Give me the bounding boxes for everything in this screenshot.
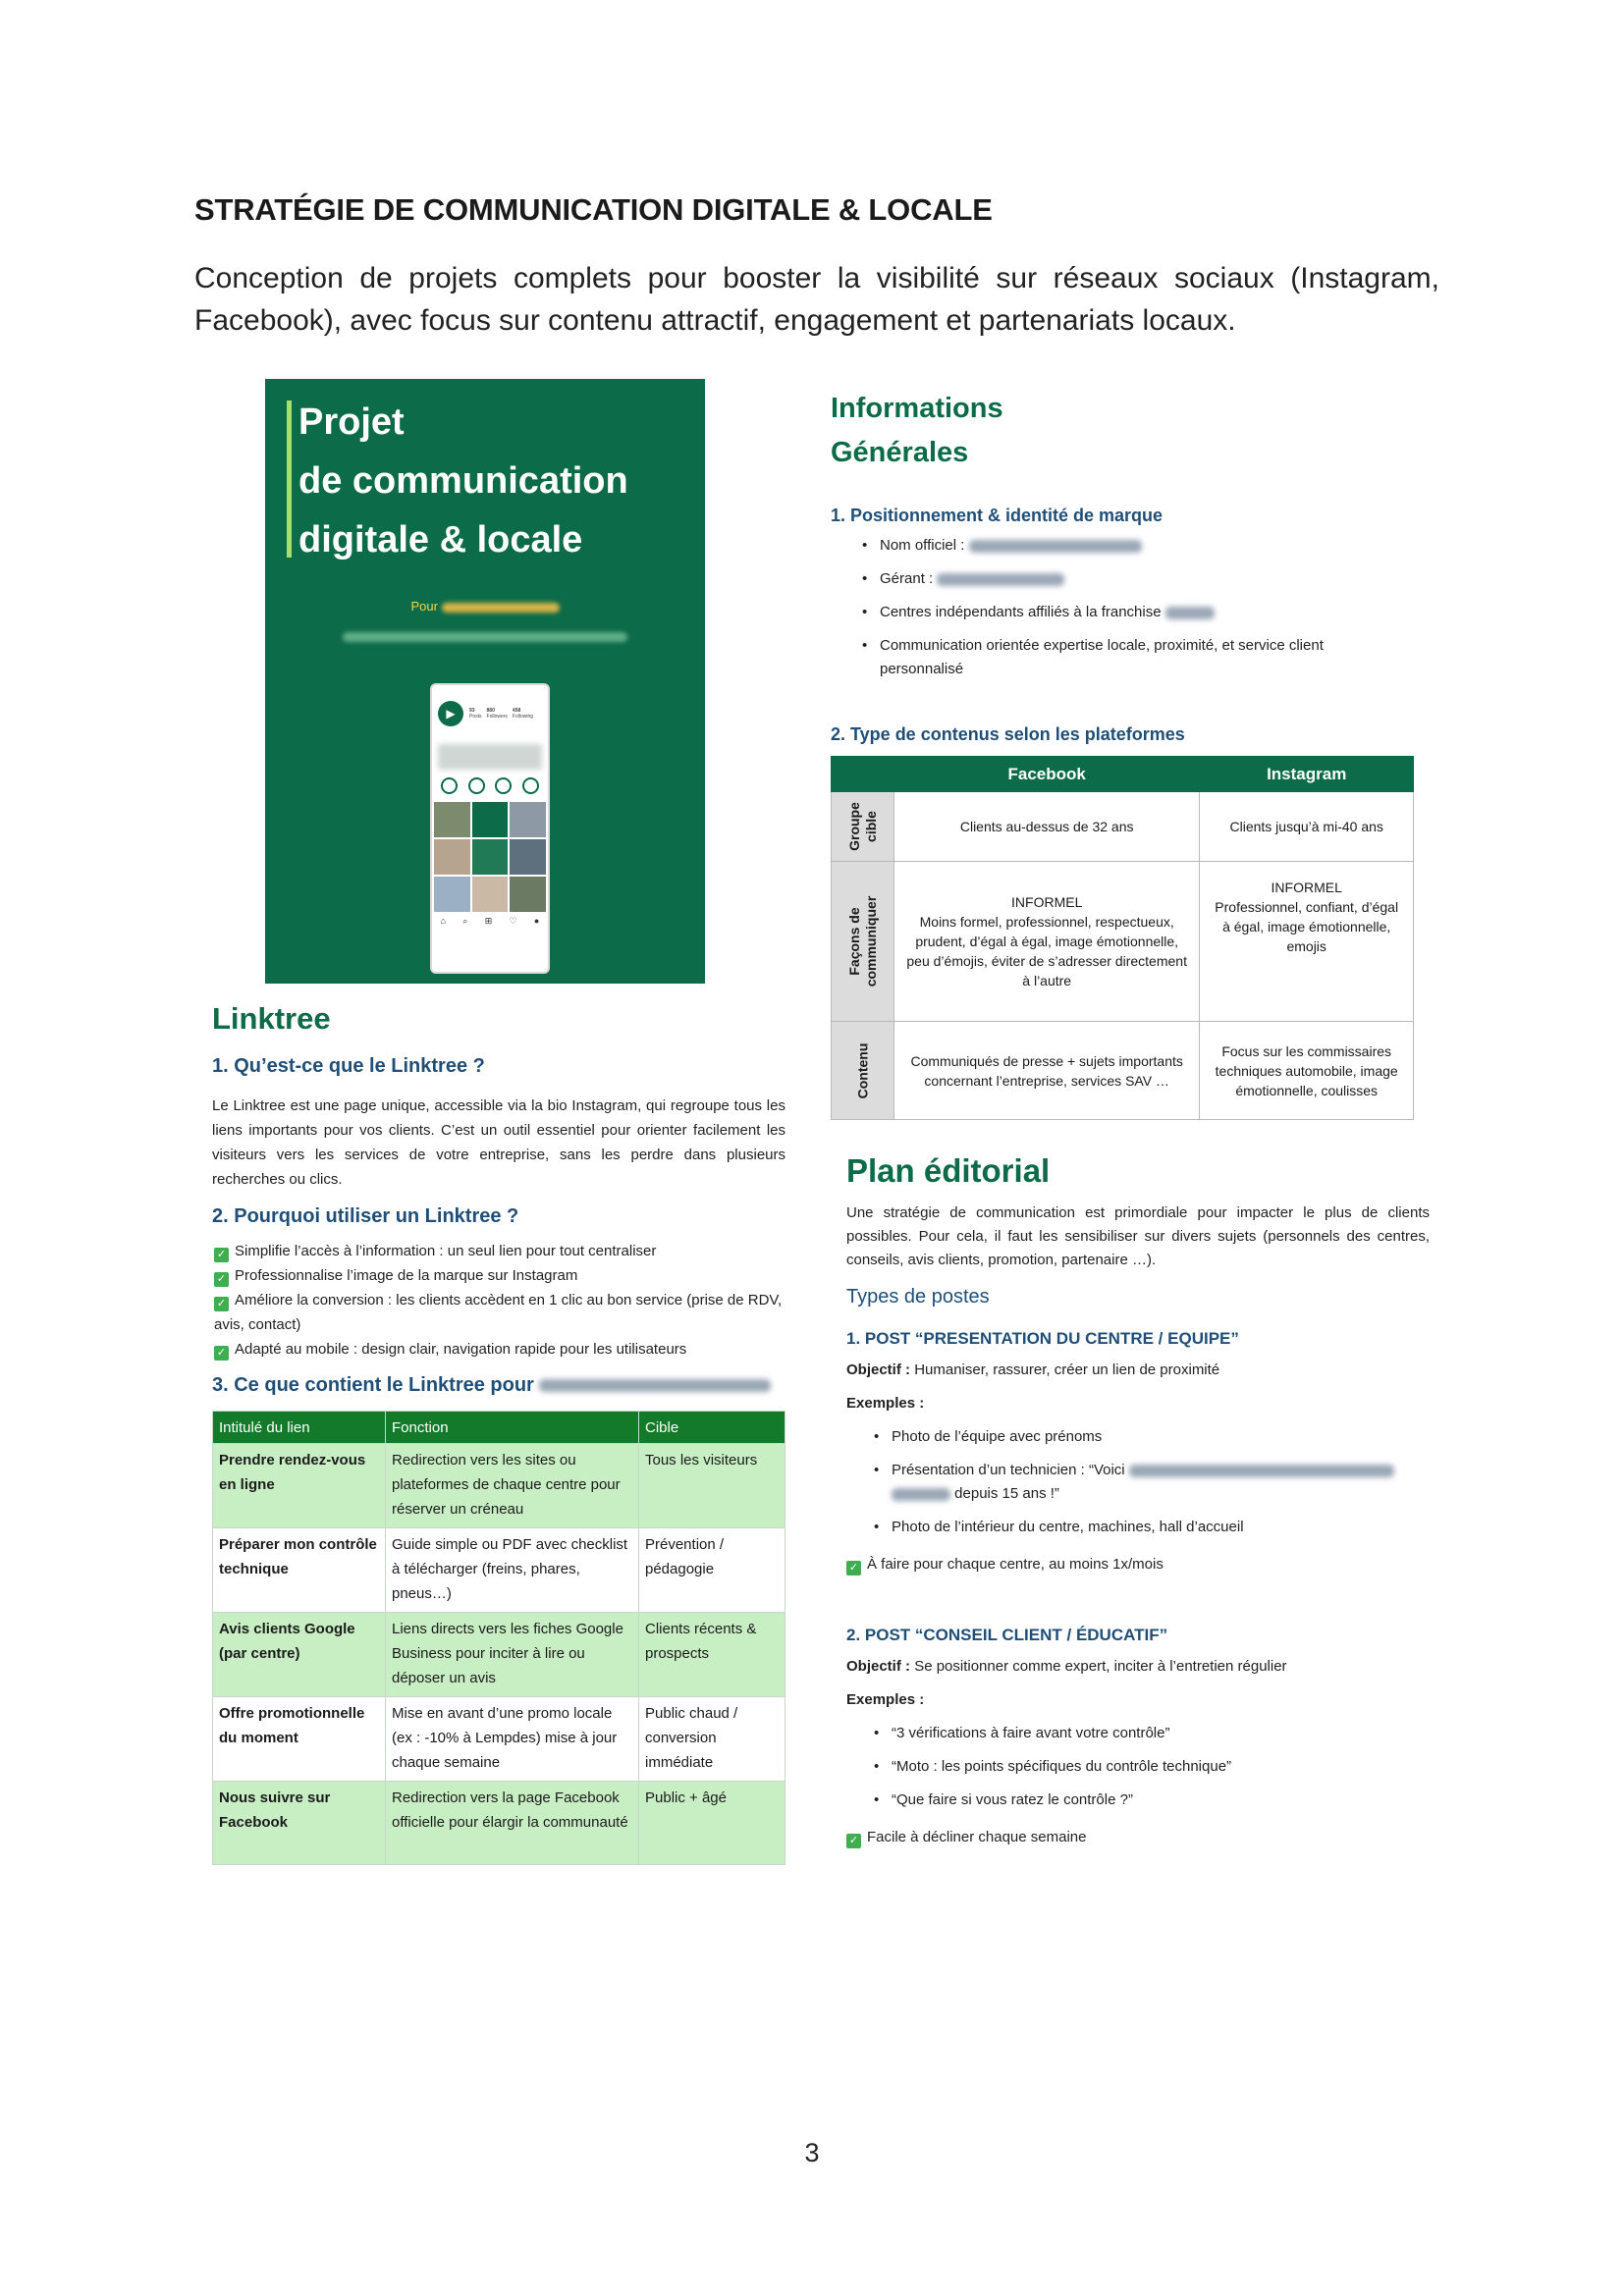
checkbox-icon: ✓ bbox=[846, 1561, 861, 1575]
redacted-text bbox=[343, 632, 627, 642]
list-item: • Gérant : bbox=[858, 567, 1408, 591]
cover-redacted-line bbox=[265, 628, 705, 646]
search-icon: ⌕ bbox=[462, 916, 468, 926]
cover-pour-label: Pour bbox=[410, 599, 438, 614]
info-s1-title: 1. Positionnement & identité de marque bbox=[831, 506, 1164, 525]
list-item: • “3 vérifications à faire avant votre contrôle” bbox=[870, 1722, 1430, 1745]
cover-card bbox=[265, 379, 705, 984]
post1-check: ✓ À faire pour chaque centre, au moins 1x/mois bbox=[846, 1553, 1164, 1576]
platform-table bbox=[831, 756, 1414, 1120]
table-row: Contenu Communiqués de presse + sujets importants concernant l’entreprise, services SAV … Focus sur les commissaires techniques automobile, image émotionnelle, coulisses bbox=[832, 1022, 1414, 1120]
table-row: Préparer mon contrôle technique Guide simple ou PDF avec checklist à télécharger (freins, phares, pneus…) Prévention / pédagogie bbox=[213, 1528, 785, 1613]
plan-title: Plan éditorial bbox=[846, 1152, 1051, 1189]
list-item: ✓ Simplifie l’accès à l’information : un seul lien pour tout centraliser bbox=[214, 1239, 785, 1263]
cover-subtitle bbox=[265, 599, 705, 614]
list-item: • Centres indépendants affiliés à la franchise bbox=[858, 601, 1408, 624]
linktree-q3-title: 3. Ce que contient le Linktree pour bbox=[212, 1374, 771, 1397]
phone-nav-bar bbox=[432, 916, 548, 927]
linktree-q1-title: 1. Qu’est-ce que le Linktree ? bbox=[212, 1055, 485, 1077]
redacted-name bbox=[1165, 607, 1215, 619]
list-item: ✓ Adapté au mobile : design clair, navigation rapide pour les utilisateurs bbox=[214, 1337, 785, 1362]
table-row: Avis clients Google (par centre) Liens directs vers les fiches Google Business pour inciter à lire ou déposer un avis Clients récents & prospects bbox=[213, 1613, 785, 1697]
cover-title-line: de communication bbox=[298, 460, 628, 502]
column-header: Intitulé du lien bbox=[213, 1412, 386, 1444]
page-number: 3 bbox=[804, 2138, 820, 2167]
info-s2-title: 2. Type de contenus selon les plateformes bbox=[831, 724, 1185, 744]
redacted-brand bbox=[539, 1379, 771, 1392]
cover-title bbox=[298, 393, 628, 569]
post2-examples-label: Exemples : bbox=[846, 1691, 925, 1708]
list-item: ✓ Améliore la conversion : les clients accèdent en 1 clic au bon service (prise de RDV, avis, contact) bbox=[214, 1292, 783, 1333]
post2-examples-list bbox=[870, 1722, 1430, 1812]
list-item: • Communication orientée expertise locale, proximité, et service client personnalisé bbox=[858, 634, 1408, 681]
table-row: Prendre rendez-vous en ligne Redirection vers les sites ou plateformes de chaque centre pour réserver un créneau Tous les visiteurs bbox=[213, 1444, 785, 1528]
table-row: Offre promotionnelle du moment Mise en avant d’une promo locale (ex : -10% à Lempdes) mise à jour chaque semaine Public chaud / conversion immédiate bbox=[213, 1697, 785, 1782]
table-row: Groupe cible Clients au-dessus de 32 ans Clients jusqu’à mi-40 ans bbox=[832, 792, 1414, 862]
cover-title-line: digitale & locale bbox=[298, 519, 583, 561]
post1-title: 1. POST “PRESENTATION DU CENTRE / EQUIPE” bbox=[846, 1329, 1239, 1348]
linktree-title: Linktree bbox=[212, 1001, 331, 1036]
stat-label: Posts bbox=[469, 714, 482, 720]
redacted-name bbox=[969, 540, 1142, 553]
linktree-benefits-list bbox=[214, 1239, 785, 1362]
column-header: Cible bbox=[639, 1412, 785, 1444]
add-icon: ⊞ bbox=[484, 916, 493, 926]
post1-examples-label: Exemples : bbox=[846, 1395, 925, 1412]
profile-header bbox=[432, 685, 548, 742]
profile-icon: ● bbox=[533, 916, 540, 926]
profile-stats bbox=[469, 708, 533, 720]
linktree-q1-text: Le Linktree est une page unique, accessible via la bio Instagram, qui regroupe tous les liens importants pour vos clients. C’est un outil essentiel pour orienter facilement les visiteurs vers les services de votre entreprise, sans les perdre dans plusieurs recherches ou clics. bbox=[212, 1097, 785, 1188]
post1-objectif: Objectif : Humaniser, rassurer, créer un lien de proximité bbox=[846, 1362, 1220, 1378]
intro-paragraph: Conception de projets complets pour booster la visibilité sur réseaux sociaux (Instagram, Facebook), avec focus sur contenu attractif, engagement et partenariats locaux. bbox=[194, 262, 1439, 337]
list-item: • Photo de l’équipe avec prénoms bbox=[870, 1425, 1430, 1449]
post2-objectif: Objectif : Se positionner comme expert, inciter à l’entretien régulier bbox=[846, 1658, 1287, 1675]
types-title: Types de postes bbox=[846, 1286, 990, 1308]
column-header: Fonction bbox=[386, 1412, 639, 1444]
stat-value: 458 bbox=[512, 708, 521, 714]
blurred-bio bbox=[438, 744, 542, 770]
checkbox-icon: ✓ bbox=[214, 1248, 229, 1262]
phone-mockup bbox=[430, 683, 550, 974]
column-header: Instagram bbox=[1200, 757, 1414, 792]
stat-value: 93 bbox=[469, 708, 475, 714]
redacted-name bbox=[892, 1488, 950, 1501]
stat-label: Following bbox=[512, 714, 534, 720]
column-header: Facebook bbox=[894, 757, 1200, 792]
checkbox-icon: ✓ bbox=[846, 1834, 861, 1848]
table-row: Nous suivre sur Facebook Redirection vers la page Facebook officielle pour élargir la communauté Public + âgé bbox=[213, 1782, 785, 1865]
post2-title: 2. POST “CONSEIL CLIENT / ÉDUCATIF” bbox=[846, 1626, 1168, 1644]
redacted-brand bbox=[442, 603, 560, 613]
list-item: • “Que faire si vous ratez le contrôle ?” bbox=[870, 1789, 1430, 1812]
plan-intro: Une stratégie de communication est primordiale pour impacter le plus de clients possibles. Pour cela, il faut les sensibiliser sur divers sujets (personnels des centres, conseils, avis clients, promotion, partenaire …). bbox=[846, 1204, 1430, 1268]
redacted-name bbox=[937, 573, 1064, 586]
stat-value: 880 bbox=[486, 708, 495, 714]
stat-label: Followers bbox=[486, 714, 508, 720]
story-highlights bbox=[436, 777, 544, 794]
redacted-name bbox=[1129, 1465, 1394, 1477]
checkbox-icon: ✓ bbox=[214, 1346, 229, 1361]
info-title: Informations Générales bbox=[831, 393, 1003, 468]
list-item: ✓ Professionnalise l’image de la marque sur Instagram bbox=[214, 1263, 785, 1288]
checkbox-icon: ✓ bbox=[214, 1272, 229, 1287]
heart-icon: ♡ bbox=[509, 916, 517, 926]
title-accent-bar bbox=[287, 400, 292, 558]
post2-check: ✓ Facile à décliner chaque semaine bbox=[846, 1826, 1086, 1849]
list-item: • Photo de l’intérieur du centre, machines, hall d’accueil bbox=[870, 1516, 1430, 1539]
checkbox-icon: ✓ bbox=[214, 1297, 229, 1311]
post1-examples-list bbox=[870, 1425, 1430, 1539]
page-title: STRATÉGIE DE COMMUNICATION DIGITALE & LOCALE bbox=[194, 192, 993, 227]
linktree-q2-title: 2. Pourquoi utiliser un Linktree ? bbox=[212, 1205, 519, 1227]
corner-cell bbox=[832, 757, 894, 792]
list-item: • Nom officiel : bbox=[858, 534, 1408, 558]
cover-title-line: Projet bbox=[298, 401, 405, 443]
list-item: • Présentation d’un technicien : “Voici depuis 15 ans !” bbox=[870, 1459, 1430, 1506]
post-grid bbox=[432, 802, 548, 912]
brand-logo-icon: ▶ bbox=[438, 701, 463, 726]
list-item: • “Moto : les points spécifiques du contrôle technique” bbox=[870, 1755, 1430, 1779]
table-row: Façons de communiquer INFORMEL Moins formel, professionnel, respectueux, prudent, d’égal à égal, image émotionnelle, peu d’émojis, éviter de s’adresser directement à l’autre INFORMEL Professionnel, confiant, d’égal à égal, image émotionnelle, emojis bbox=[832, 862, 1414, 1022]
linktree-table bbox=[212, 1411, 785, 1865]
brand-identity-list bbox=[858, 534, 1408, 681]
home-icon: ⌂ bbox=[440, 916, 447, 926]
